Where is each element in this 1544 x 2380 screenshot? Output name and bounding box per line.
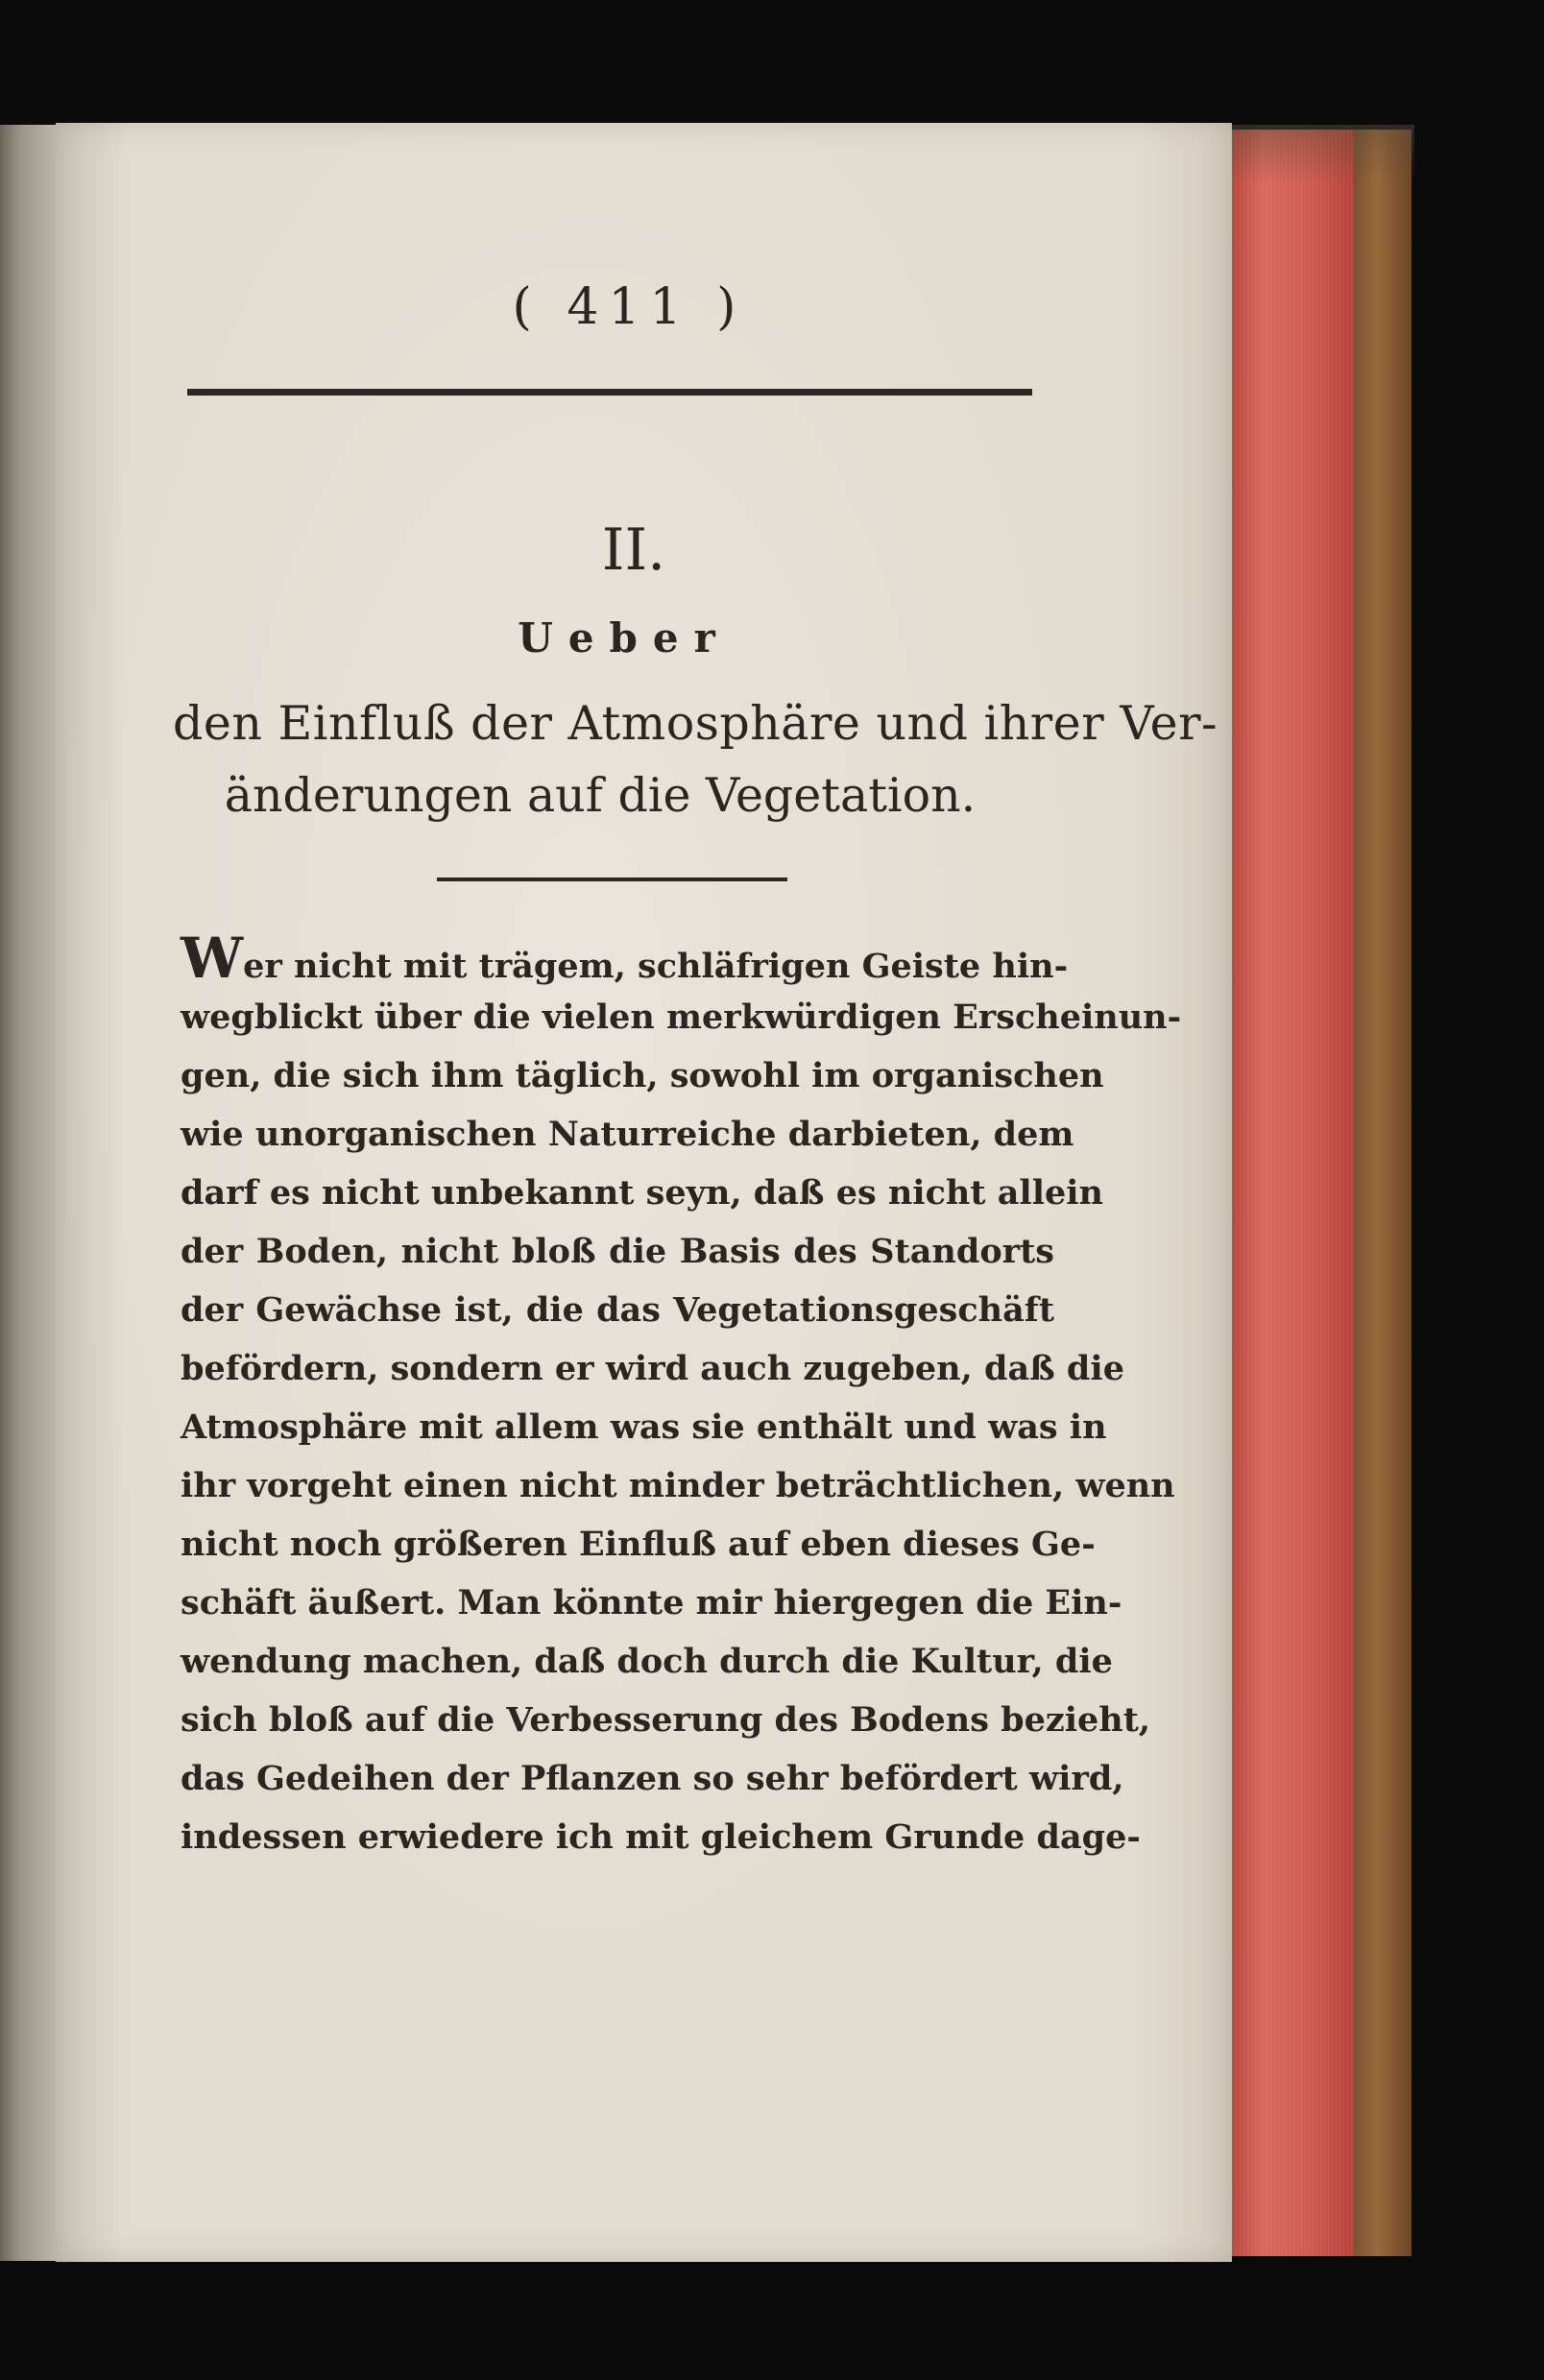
text-line: gen, die sich ihm täglich, sowohl im organischen [181, 1056, 1104, 1095]
heading-word: Ueber [518, 614, 731, 661]
header-rule [187, 389, 1032, 396]
text-line: der Gewächse ist, die das Vegetationsgeschäft [181, 1290, 1054, 1330]
facing-page-edge [0, 125, 56, 2261]
red-page-edges [1232, 130, 1357, 2256]
text-line: sich bloß auf die Verbesserung des Bodens bezieht, [181, 1700, 1151, 1740]
drop-cap: W [181, 926, 244, 991]
text-line: wegblickt über die vielen merkwürdigen Erscheinun- [181, 998, 1182, 1037]
text-line: ihr vorgeht einen nicht minder beträchtlichen, wenn [181, 1466, 1175, 1505]
text-line: darf es nicht unbekannt seyn, daß es nicht allein [181, 1173, 1103, 1213]
binding-shadow [1232, 125, 1414, 182]
text-line: indessen erwiedere ich mit gleichem Grunde dage- [181, 1817, 1141, 1857]
section-title-line: den Einfluß der Atmosphäre und ihrer Ver- [173, 696, 1218, 751]
text-line [181, 926, 1069, 991]
text-line: Atmosphäre mit allem was sie enthält und was in [181, 1407, 1107, 1447]
text-line: wendung machen, daß doch durch die Kultur, die [181, 1642, 1113, 1681]
text-line: das Gedeihen der Pflanzen so sehr befördert wird, [181, 1759, 1124, 1798]
text-line: schäft äußert. Man könnte mir hiergegen die Ein- [181, 1583, 1122, 1623]
section-title-line: änderungen auf die Vegetation. [224, 768, 977, 823]
text-line: nicht noch größeren Einfluß auf eben dieses Ge- [181, 1525, 1096, 1564]
book-binding [1354, 130, 1411, 2256]
body-text [181, 926, 1182, 1866]
page-number: ( 411 ) [512, 278, 746, 336]
section-number: II. [601, 517, 666, 584]
text-line: befördern, sondern er wird auch zugeben, daß die [181, 1349, 1124, 1388]
title-rule [437, 877, 787, 881]
text-line: wie unorganischen Naturreiche darbieten, dem [181, 1115, 1074, 1154]
first-line-text: er nicht mit trägem, schläfrigen Geiste hin- [243, 947, 1069, 986]
text-line: der Boden, nicht bloß die Basis des Standorts [181, 1232, 1054, 1271]
